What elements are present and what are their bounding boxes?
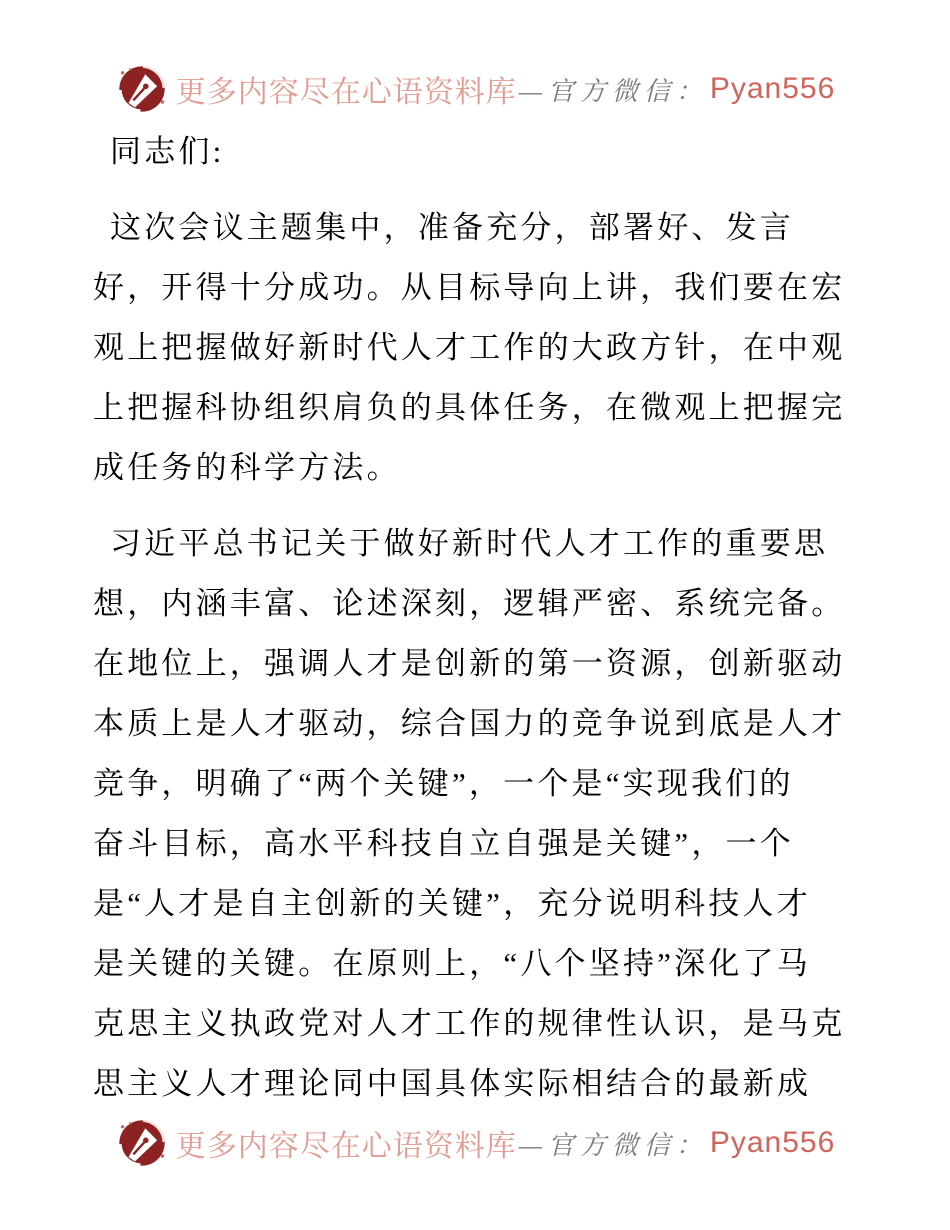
paragraph-2 xyxy=(93,514,861,1114)
text-line: 这次会议主题集中，准备充分，部署好、发言 xyxy=(110,210,794,245)
watermark-channel-label: —官方微信： xyxy=(518,76,708,106)
paragraph-1 xyxy=(93,198,861,498)
text-line: 观上把握做好新时代人才工作的大政方针，在中观 xyxy=(93,330,846,365)
text-line: 在地位上，强调人才是创新的第一资源，创新驱动 xyxy=(93,646,846,681)
text-line: 习近平总书记关于做好新时代人才工作的重要思 xyxy=(110,526,829,561)
watermark-wechat-id: Pyan556 xyxy=(709,1126,836,1159)
watermark-wechat-id: Pyan556 xyxy=(709,72,836,105)
text-line: 成任务的科学方法。 xyxy=(93,450,401,485)
salutation-line: 同志们: xyxy=(110,134,225,169)
text-line: 上把握科协组织肩负的具体任务，在微观上把握完 xyxy=(93,390,846,425)
text-line: 想，内涵丰富、论述深刻，逻辑严密、系统完备。 xyxy=(93,586,846,621)
text-line: 思主义人才理论同中国具体实际相结合的最新成 xyxy=(93,1066,812,1101)
watermark-brand-text: 更多内容尽在心语资料库 xyxy=(175,1130,517,1163)
document-body xyxy=(93,122,861,1114)
pen-nib-swirl-icon xyxy=(115,62,169,116)
header-watermark xyxy=(0,62,950,116)
text-line: 是“人才是自主创新的关键”，充分说明科技人才 xyxy=(93,886,811,921)
text-line: 本质上是人才驱动，综合国力的竞争说到底是人才 xyxy=(93,706,846,741)
text-line: 奋斗目标，高水平科技自立自强是关键”，一个 xyxy=(93,826,794,861)
watermark-channel-label: —官方微信： xyxy=(518,1130,708,1160)
text-line: 好，开得十分成功。从目标导向上讲，我们要在宏 xyxy=(93,270,846,305)
watermark-brand-text: 更多内容尽在心语资料库 xyxy=(175,76,517,109)
footer-watermark xyxy=(0,1116,950,1170)
text-line: 是关键的关键。在原则上，“八个坚持”深化了马 xyxy=(93,946,811,981)
text-line: 竞争，明确了“两个关键”，一个是“实现我们的 xyxy=(93,766,794,801)
pen-nib-swirl-icon xyxy=(115,1116,169,1170)
text-line: 克思主义执政党对人才工作的规律性认识，是马克 xyxy=(93,1006,846,1041)
